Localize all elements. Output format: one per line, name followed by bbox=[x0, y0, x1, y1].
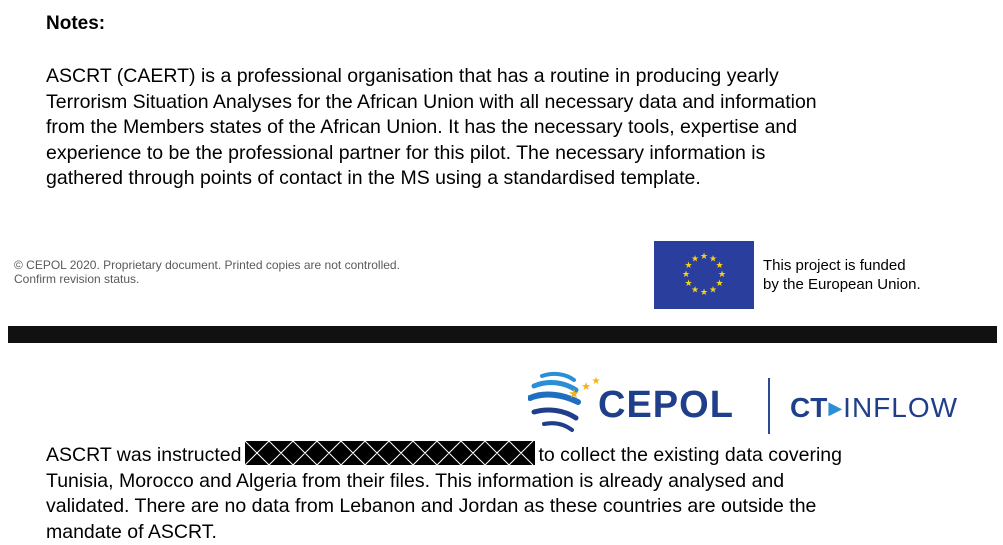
notes-heading: Notes: bbox=[46, 13, 105, 35]
eu-stars-icon bbox=[654, 241, 754, 309]
svg-text:★: ★ bbox=[691, 255, 699, 265]
cepol-swirl-icon bbox=[528, 368, 600, 434]
copyright-line: Confirm revision status. bbox=[14, 272, 400, 286]
body-text-before-redaction: ASCRT was instructed bbox=[46, 444, 241, 466]
notes-line: Terrorism Situation Analyses for the African Union with all necessary data and information bbox=[46, 90, 966, 116]
svg-text:★: ★ bbox=[718, 270, 726, 280]
svg-text:★: ★ bbox=[709, 255, 717, 265]
notes-line: from the Members states of the African Union. It has the necessary tools, expertise and bbox=[46, 115, 966, 141]
notes-line: gathered through points of contact in the MS using a standardised template. bbox=[46, 166, 966, 192]
inflow-logo-text: INFLOW bbox=[843, 392, 958, 423]
svg-text:★: ★ bbox=[684, 261, 692, 271]
header-logos bbox=[528, 366, 990, 436]
cepol-logo-text: CEPOL bbox=[598, 384, 734, 427]
ct-inflow-logo bbox=[790, 392, 958, 424]
body-paragraph bbox=[46, 441, 966, 545]
notes-line: ASCRT (CAERT) is a professional organisation that has a routine in producing yearly bbox=[46, 64, 966, 90]
svg-text:★: ★ bbox=[691, 286, 699, 296]
svg-text:★: ★ bbox=[700, 288, 708, 298]
eu-flag-logo bbox=[654, 241, 754, 309]
logo-separator bbox=[768, 378, 770, 434]
svg-text:★: ★ bbox=[709, 286, 717, 296]
body-line: Tunisia, Morocco and Algeria from their files. This information is already analysed and bbox=[46, 469, 966, 495]
svg-text:★: ★ bbox=[700, 252, 708, 262]
svg-text:★: ★ bbox=[715, 261, 723, 271]
play-arrow-icon: ▶ bbox=[828, 398, 842, 418]
notes-paragraph bbox=[46, 64, 966, 192]
body-line: mandate of ASCRT. bbox=[46, 520, 966, 545]
eu-funding-line: This project is funded bbox=[763, 256, 921, 275]
svg-text:★: ★ bbox=[592, 376, 600, 387]
ct-logo-text: CT bbox=[790, 392, 827, 423]
eu-funding-line: by the European Union. bbox=[763, 275, 921, 294]
eu-funding-statement bbox=[763, 256, 921, 294]
body-line bbox=[46, 441, 966, 469]
svg-text:★: ★ bbox=[581, 380, 591, 393]
svg-text:★: ★ bbox=[684, 279, 692, 289]
page-divider bbox=[8, 326, 997, 343]
copyright-line: © CEPOL 2020. Proprietary document. Printed copies are not controlled. bbox=[14, 258, 400, 272]
svg-text:★: ★ bbox=[682, 270, 690, 280]
redaction-block bbox=[245, 441, 535, 465]
notes-line: experience to be the professional partner for this pilot. The necessary information is bbox=[46, 141, 966, 167]
svg-text:★: ★ bbox=[568, 387, 580, 402]
body-text-after-redaction: to collect the existing data covering bbox=[538, 444, 842, 466]
body-line: validated. There are no data from Lebanon and Jordan as these countries are outside the bbox=[46, 494, 966, 520]
svg-text:★: ★ bbox=[715, 279, 723, 289]
copyright-notice bbox=[14, 258, 400, 286]
